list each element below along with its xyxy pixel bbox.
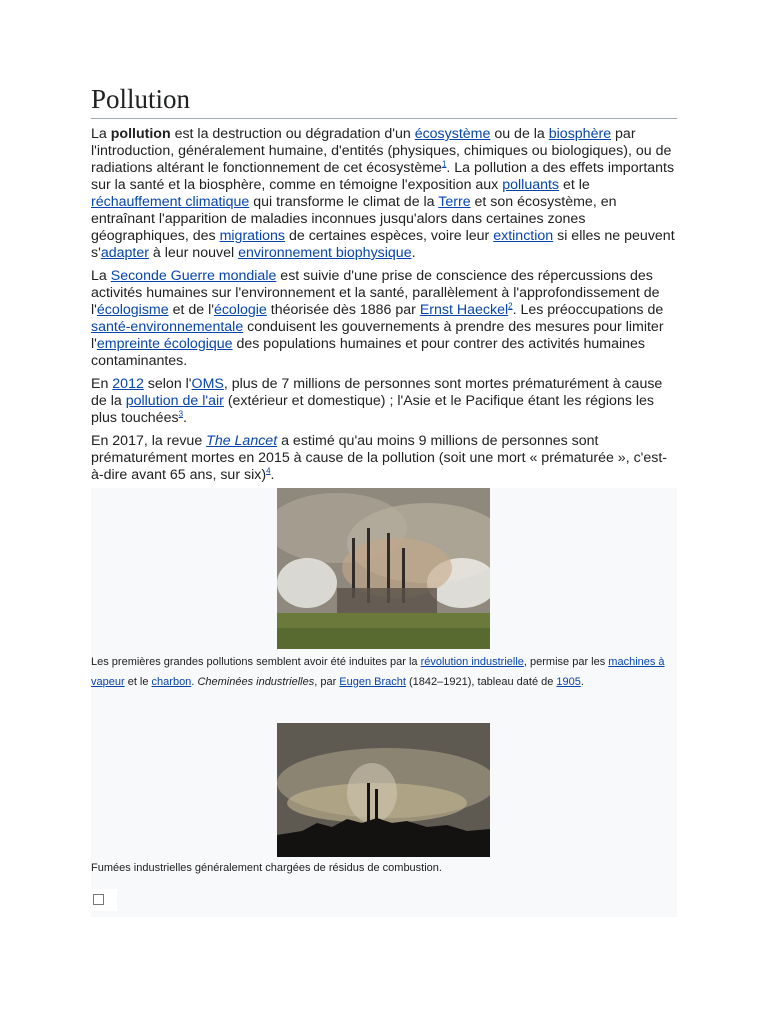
link-ecologisme[interactable]: écologisme <box>96 302 169 318</box>
text: est la destruction ou dégradation d'un <box>170 126 415 142</box>
link-polluants[interactable]: polluants <box>502 177 560 193</box>
link-ecosysteme[interactable]: écosystème <box>414 126 491 142</box>
text: et son écosystème, en entraînant l'apparition de maladies inconnues jusqu'alors dans certaines zones géographiques, des <box>91 194 617 244</box>
link-environnement[interactable]: environnement biophysique <box>238 245 412 261</box>
text: ou de la <box>490 126 549 142</box>
link-machines[interactable]: machines à vapeur <box>91 656 665 688</box>
smoke-illustration <box>277 723 490 857</box>
painting-illustration <box>277 488 490 649</box>
paragraph-history <box>91 268 677 370</box>
link-biosphere[interactable]: biosphère <box>548 126 612 142</box>
gallery <box>91 488 677 917</box>
text: . <box>270 467 275 483</box>
painting-image[interactable] <box>277 488 490 649</box>
text: , par <box>314 676 340 688</box>
text: . <box>191 676 198 688</box>
bold-term: pollution <box>110 126 171 142</box>
text: En 2017, la revue <box>91 433 207 449</box>
text: . <box>183 410 187 426</box>
link-terre[interactable]: Terre <box>438 194 471 210</box>
paragraph-intro <box>91 126 677 262</box>
article <box>91 82 677 917</box>
text: selon l' <box>143 376 192 392</box>
link-pollution-air[interactable]: pollution de l'air <box>125 393 224 409</box>
link-migrations[interactable]: migrations <box>219 228 286 244</box>
link-sante-env[interactable]: santé-environnementale <box>91 319 244 335</box>
link-2012[interactable]: 2012 <box>112 376 144 392</box>
text: a estimé qu'au moins 9 millions de personnes sont prématurément mortes en 2015 à cause de la pollution (soit une mort « prématurée », c'est-à-dire avant 65 ans, sur six) <box>91 433 668 483</box>
paragraph-oms <box>91 376 677 427</box>
text: En <box>91 376 113 392</box>
painting-title: Cheminées industrielles <box>197 676 315 688</box>
link-oms[interactable]: OMS <box>191 376 224 392</box>
text: à leur nouvel <box>148 245 239 261</box>
text: , plus de 7 millions de personnes sont mortes prématurément à cause de la <box>91 376 663 409</box>
link-extinction[interactable]: extinction <box>493 228 554 244</box>
checkbox-control[interactable] <box>91 889 117 911</box>
text: qui transforme le climat de la <box>249 194 439 210</box>
text: . La pollution a des effets importants sur la santé et la biosphère, comme en témoigne l'exposition aux <box>91 160 675 193</box>
page-title: Pollution <box>91 82 677 119</box>
text: est suivie d'une prise de conscience des répercussions des activités humaines sur l'environnement et la santé, parallèlement à l'approfondissement de l' <box>91 268 660 318</box>
text: par l'introduction, généralement humaine, d'entités (physiques, chimiques ou biologiques), ou de radiations altérant le fonctionnement de cet écosystème <box>91 126 672 176</box>
paragraph-lancet <box>91 433 677 484</box>
text: La <box>91 126 111 142</box>
text: , permise par les <box>523 656 609 668</box>
text: Les premières grandes pollutions semblent avoir été induites par la <box>91 656 421 668</box>
caption-photo: Fumées industrielles généralement chargées de résidus de combustion. <box>91 862 442 874</box>
text: (1842–1921), tableau daté de <box>405 676 557 688</box>
link-revolution[interactable]: révolution industrielle <box>420 656 524 668</box>
link-bracht[interactable]: Eugen Bracht <box>339 676 406 688</box>
ref-1[interactable]: 1 <box>441 159 447 169</box>
text: des populations humaines et pour contrer des activités humaines contaminantes. <box>91 336 646 369</box>
link-charbon[interactable]: charbon <box>151 676 192 688</box>
checkbox-icon <box>93 894 104 905</box>
text: de certaines espèces, voire leur <box>285 228 494 244</box>
link-adapter[interactable]: adapter <box>100 245 149 261</box>
link-empreinte[interactable]: empreinte écologique <box>96 336 233 352</box>
link-1905[interactable]: 1905 <box>556 676 581 688</box>
ref-2[interactable]: 2 <box>508 301 513 311</box>
text: et de l' <box>168 302 214 318</box>
text: (extérieur et domestique) ; l'Asie et le Pacifique étant les régions les plus touchées <box>91 393 655 426</box>
text: théorisée dès 1886 par <box>266 302 420 318</box>
text: La <box>91 268 111 284</box>
text: si elles ne peuvent s' <box>91 228 675 261</box>
text: conduisent les gouvernements à prendre des mesures pour limiter l' <box>91 319 664 352</box>
ref-3[interactable]: 3 <box>178 409 184 419</box>
link-lancet[interactable]: The Lancet <box>206 433 278 449</box>
text: et le <box>559 177 590 193</box>
text: . Les préoccupations de <box>512 302 664 318</box>
ref-4[interactable]: 4 <box>266 466 271 476</box>
link-seconde-guerre[interactable]: Seconde Guerre mondiale <box>110 268 277 284</box>
text: . <box>411 245 416 261</box>
smoke-photo[interactable] <box>277 723 490 857</box>
caption-painting <box>91 652 677 692</box>
link-haeckel[interactable]: Ernst Haeckel <box>419 302 509 318</box>
text: . <box>580 676 584 688</box>
link-ecologie[interactable]: écologie <box>213 302 267 318</box>
text: et le <box>124 676 152 688</box>
link-rechauffement[interactable]: réchauffement climatique <box>91 194 250 210</box>
